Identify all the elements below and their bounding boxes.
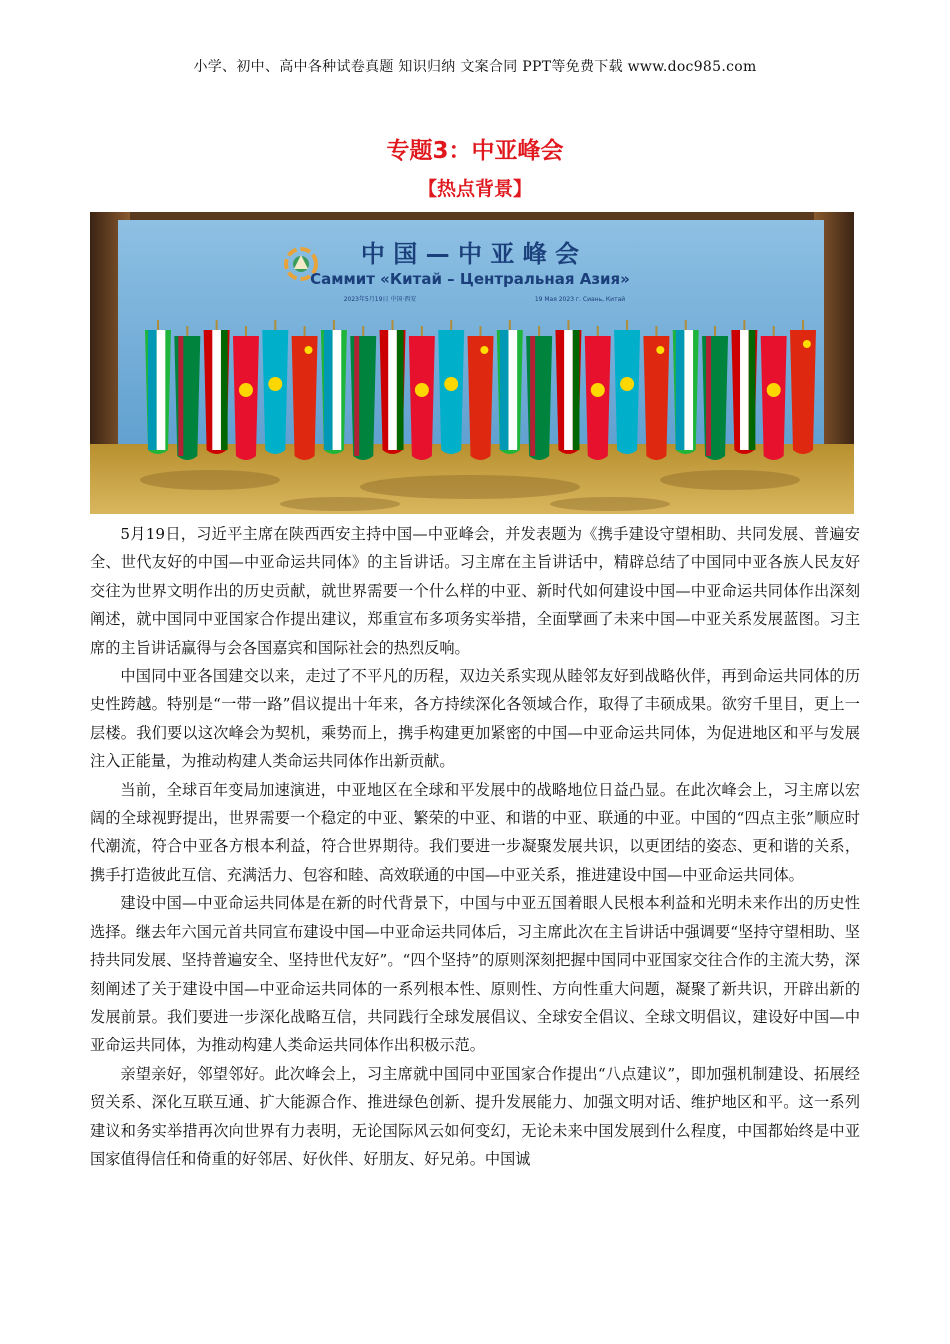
flag-kyrgyzstan (585, 326, 611, 460)
flag-kyrgyzstan (409, 326, 435, 460)
flag-tajikistan (204, 320, 230, 454)
summit-photo (90, 212, 854, 514)
flag-china (292, 326, 318, 460)
flag-kazakhstan (614, 320, 640, 454)
paragraph: 5月19日，习近平主席在陕西西安主持中国—中亚峰会，并发表题为《携手建设守望相助、共同发展、普遍安全、世代友好的中国—中亚命运共同体》的主旨讲话。习主席在主旨讲话中，精辟总结了中国同中亚各族人民友好交往为世界文明作出的历史贡献，就世界需要一个什么样的中亚、新时代如何建设中国—中亚命运共同体作出深刻阐述，就中国同中亚国家合作提出建议，郑重宣布多项务实举措，全面擘画了未来中国—中亚关系发展蓝图。习主席的主旨讲话赢得与会各国嘉宾和国际社会的热烈反响。 (90, 525, 860, 657)
flag-uzbekistan (673, 320, 699, 454)
flag-turkmenistan (702, 326, 728, 460)
flag-turkmenistan (526, 326, 552, 460)
flag-kyrgyzstan (761, 326, 787, 460)
flag-uzbekistan (145, 320, 171, 454)
flag-turkmenistan (174, 326, 200, 460)
flag-china (468, 326, 494, 460)
page-title: 专题3：中亚峰会 (386, 138, 564, 164)
flag-tajikistan (380, 320, 406, 454)
flag-china (790, 320, 816, 454)
paragraph: 当前，全球百年变局加速演进，中亚地区在全球和平发展中的战略地位日益凸显。在此次峰会上，习主席以宏阔的全球视野提出，世界需要一个稳定的中亚、繁荣的中亚、和谐的中亚、联通的中亚。中国的“四点主张”顺应时代潮流，符合中亚各方根本利益，符合世界期待。我们要进一步凝聚发展共识，以更团结的姿态、更和谐的关系，携手打造彼此互信、充满活力、包容和睦、高效联通的中国—中亚关系，推进建设中国—中亚命运共同体。 (90, 780, 860, 884)
flag-kazakhstan (438, 320, 464, 454)
backdrop-date-right: 19 Мая 2023 г. Сиань, Китай (534, 296, 626, 303)
paragraph: 亲望亲好，邻望邻好。此次峰会上，习主席就中国同中亚国家合作提出“八点建议”，即加强机制建设、拓展经贸关系、深化互联互通、扩大能源合作、推进绿色创新、提升发展能力、加强文明对话、维护地区和平。这一系列建议和务实举措再次向世界有力表明，无论国际风云如何变幻，无论未来中国发展到什么程度，中国都始终是中亚国家值得信任和倚重的好邻居、好伙伴、好朋友、好兄弟。中国诚 (90, 1064, 860, 1168)
paragraph: 建设中国—中亚命运共同体是在新的时代背景下，中国与中亚五国着眼人民根本利益和光明未来作出的历史性选择。继去年六国元首共同宣布建设中国—中亚命运共同体后，习主席此次在主旨讲话中强调要“坚持守望相助、坚持共同发展、坚持普遍安全、坚持世代友好”。“四个坚持”的原则深刻把握中国同中亚国家交往合作的主流大势，深刻阐述了关于建设中国—中亚命运共同体的一系列根本性、原则性、方向性重大问题，凝聚了新共识，开辟出新的发展前景。我们要进一步深化战略互信，共同践行全球发展倡议、全球安全倡议、全球文明倡议，建设好中国—中亚命运共同体，为推动构建人类命运共同体作出积极示范。 (90, 894, 860, 1055)
paragraph: 中国同中亚各国建交以来，走过了不平凡的历程，双边关系实现从睦邻友好到战略伙伴，再到命运共同体的历史性跨越。特别是“一带一路”倡议提出十年来，各方持续深化各领域合作，取得了丰硕成果。欲穷千里目，更上一层楼。我们要以这次峰会为契机，乘势而上，携手构建更加紧密的中国—中亚命运共同体，为促进地区和平与发展注入正能量，为推动构建人类命运共同体作出新贡献。 (90, 667, 860, 771)
flag-kazakhstan (262, 320, 288, 454)
flag-tajikistan (555, 320, 581, 454)
flag-china (643, 326, 669, 460)
flag-tajikistan (731, 320, 757, 454)
flag-turkmenistan (350, 326, 376, 460)
flag-uzbekistan (321, 320, 347, 454)
backdrop-subtitle: Саммит «Китай – Центральная Азия» (310, 270, 630, 288)
section-heading: 【热点背景】 (417, 178, 532, 200)
page-header: 小学、初中、高中各种试卷真题 知识归纳 文案合同 PPT等免费下载 www.doc985.com (193, 59, 757, 75)
flag-kyrgyzstan (233, 326, 259, 460)
article-body (90, 520, 860, 1173)
backdrop-title: 中 国 — 中 亚 峰 会 (360, 240, 580, 268)
flag-uzbekistan (497, 320, 523, 454)
backdrop-date-left: 2023年5月19日 中国·西安 (343, 296, 417, 303)
flag-row (145, 320, 816, 460)
